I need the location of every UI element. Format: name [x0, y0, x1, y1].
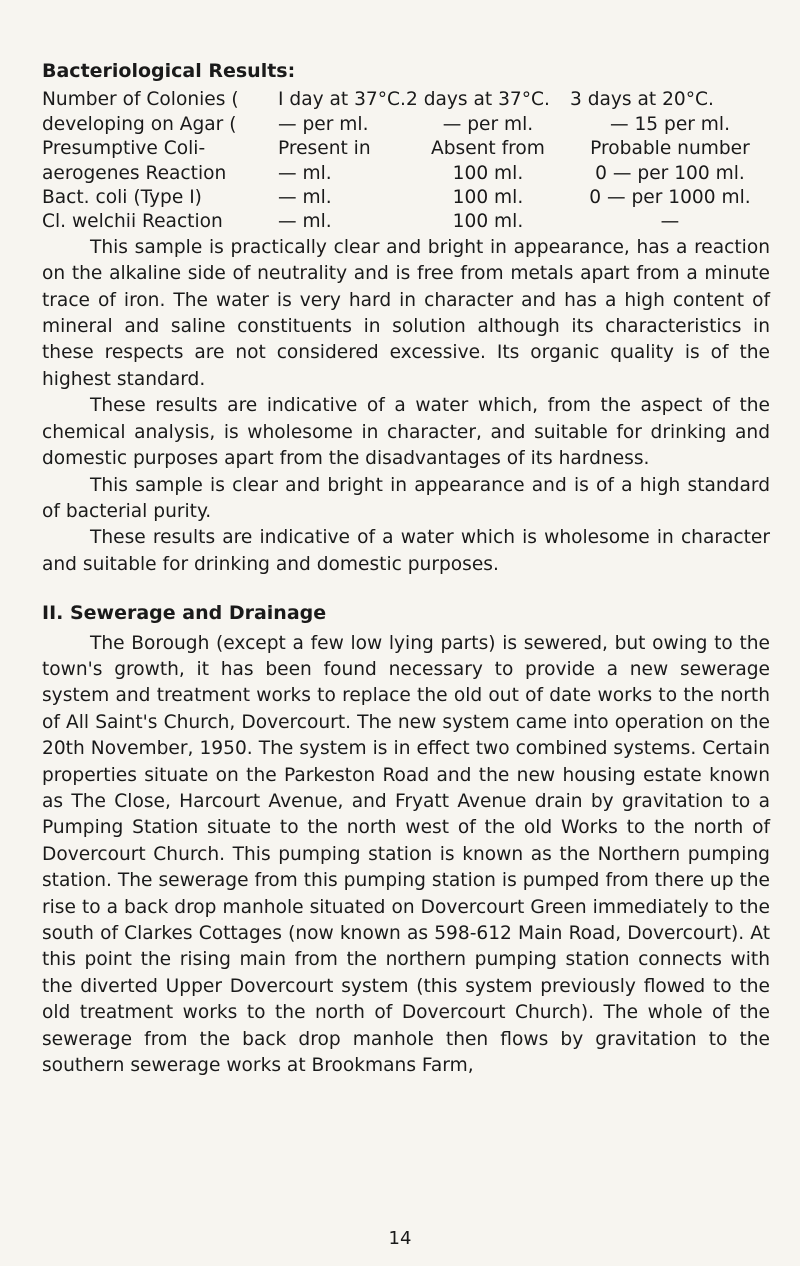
row-label: developing on Agar ( — [42, 113, 237, 135]
document-page — [42, 58, 770, 1079]
results-row — [42, 210, 770, 234]
sewerage-section-heading: II. Sewerage and Drainage — [42, 602, 327, 625]
page-number: 14 — [388, 1228, 412, 1249]
cell-col3: — — [660, 211, 680, 233]
results-row — [42, 113, 770, 137]
cell-col1: — ml. — [278, 162, 332, 184]
row-label: Presumptive Coli- — [42, 138, 206, 160]
results-paragraph: This sample is clear and bright in appearance and is of a high standard of bacterial purity. — [42, 474, 770, 522]
cell-col3: 0 — per 1000 ml. — [589, 187, 751, 209]
cell-col2: 100 ml. — [452, 211, 524, 233]
cell-col3: 0 — per 100 ml. — [595, 162, 745, 184]
results-row — [42, 137, 770, 161]
cell-col1: Present in — [278, 138, 371, 160]
cell-col2: Absent from — [431, 138, 545, 160]
bacteriological-results-table — [42, 88, 770, 234]
row-label: Cl. welchii Reaction — [42, 211, 223, 233]
cell-col1: — ml. — [278, 211, 332, 233]
cell-col3: Probable number — [590, 138, 750, 160]
cell-col1: — ml. — [278, 187, 332, 209]
cell-col3: 3 days at 20°C. — [569, 89, 714, 111]
cell-col3: — 15 per ml. — [609, 113, 730, 135]
cell-col2: — per ml. — [442, 113, 534, 135]
row-label: Bact. coli (Type I) — [42, 187, 202, 209]
bacteriological-results-heading: Bacteriological Results: — [42, 60, 296, 82]
results-paragraph: These results are indicative of a water which is wholesome in character and suitable for drinking and domestic purposes. — [42, 527, 770, 575]
results-row — [42, 162, 770, 186]
cell-col2: 100 ml. — [452, 162, 524, 184]
results-row — [42, 186, 770, 210]
row-label: aerogenes Reaction — [42, 162, 227, 184]
sewerage-paragraph: The Borough (except a few low lying parts) is sewered, but owing to the town's growth, it has been found necessary to provide a new sewerage system and treatment works to replace the old out of date works to the north of All Saint's Church, Dovercourt. The new system came into operation on the 20th November, 1950. The system is in effect two combined systems. Certain properties situate on the Parkeston Road and the new housing estate known as The Close, Harcourt Avenue, and Fryatt Avenue drain by gravitation to a Pumping Station situate to the north west of the old Works to the north of Dovercourt Church. This pumping station is known as the Northern pumping station. The sewerage from this pumping station is pumped from there up the rise to a back drop manhole situated on Dovercourt Green immediately to the south of Clarkes Cottages (now known as 598-612 Main Road, Dovercourt). At this point the rising main from the northern pumping station connects with the diverted Upper Dovercourt system (this system previously flowed to the old treatment works to the north of Dovercourt Church). The whole of the sewerage from the back drop manhole then flows by gravitation to the southern sewerage works at Brookmans Farm, — [42, 632, 770, 1077]
cell-col2: 2 days at 37°C. — [405, 89, 550, 111]
results-paragraph: These results are indicative of a water which, from the aspect of the chemical analysis, is wholesome in character, and suitable for drinking and domestic purposes apart from the disadvantages of its hardness. — [42, 395, 770, 470]
cell-col2: 100 ml. — [452, 187, 524, 209]
row-label: Number of Colonies ( — [42, 89, 239, 111]
results-paragraph: This sample is practically clear and bright in appearance, has a reaction on the alkaline side of neutrality and is free from metals apart from a minute trace of iron. The water is very hard in character and has a high content of mineral and saline constituents in solution although its characteristics in these respects are not considered excessive. Its organic quality is of the highest standard. — [42, 236, 770, 390]
results-row — [42, 88, 770, 112]
cell-col1: — per ml. — [278, 113, 369, 135]
cell-col1: I day at 37°C. — [278, 89, 406, 111]
